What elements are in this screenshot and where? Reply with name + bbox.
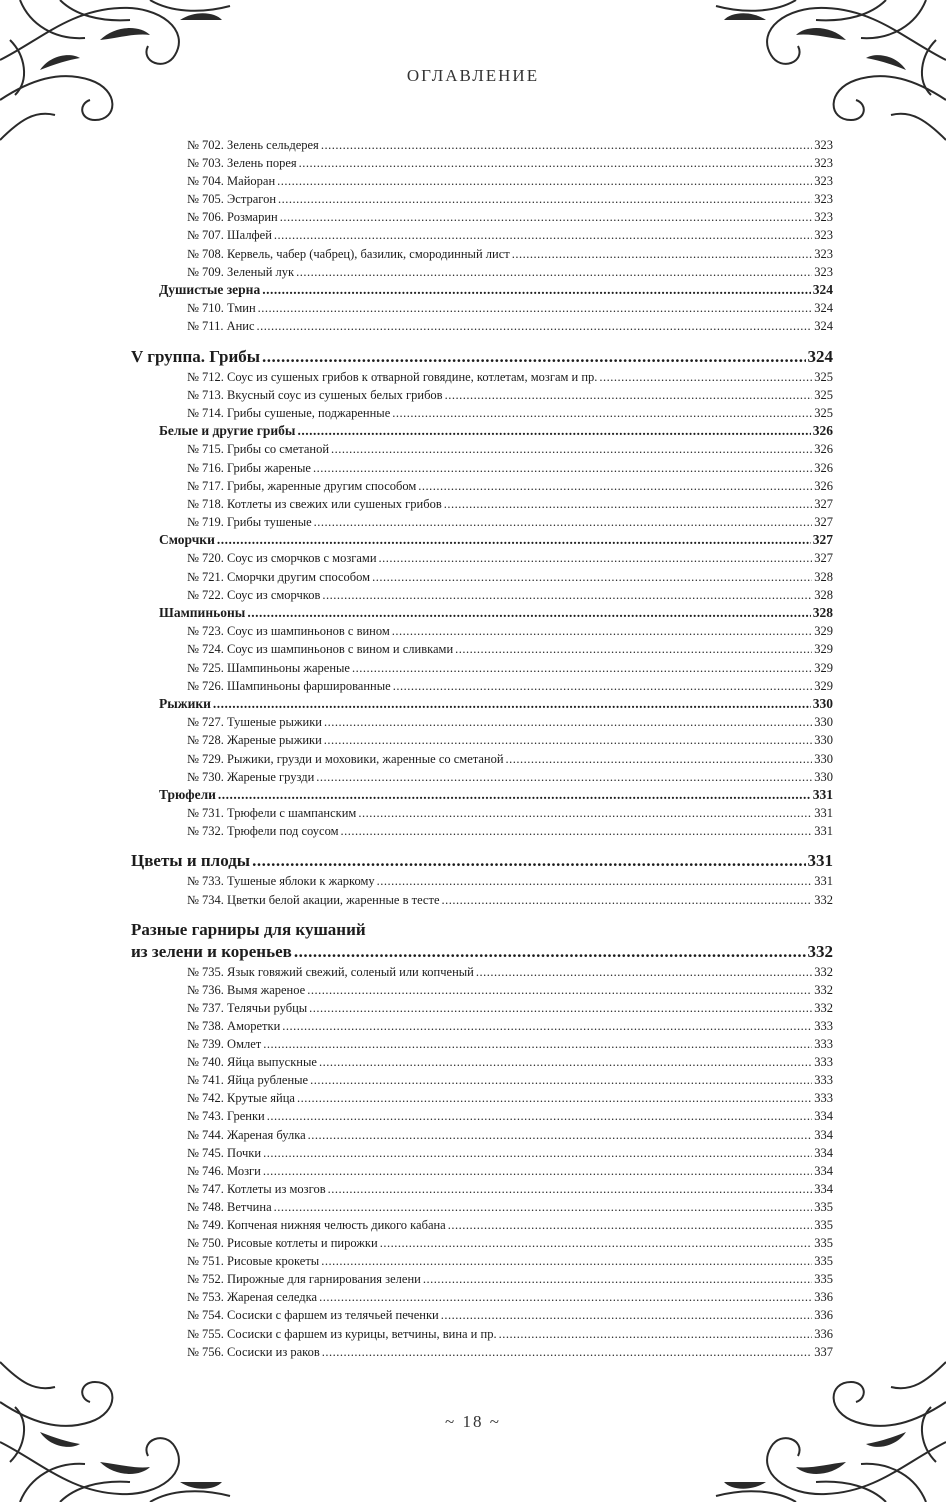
toc-entry-title: № 727. Тушеные рыжики bbox=[187, 715, 322, 730]
toc-entry-title: № 756. Сосиски из раков bbox=[187, 1344, 320, 1359]
toc-entry[interactable] bbox=[131, 586, 833, 604]
toc-page-number: 323 bbox=[814, 228, 833, 243]
dot-leader bbox=[358, 804, 812, 822]
toc-entry-title: № 730. Жареные грузди bbox=[187, 769, 315, 784]
dot-leader bbox=[392, 404, 812, 422]
toc-entry-title: Рыжики bbox=[159, 695, 211, 711]
toc-page-number: 323 bbox=[814, 210, 833, 225]
toc-page-number: 336 bbox=[814, 1290, 833, 1305]
toc-subsection[interactable] bbox=[131, 281, 833, 300]
dot-leader bbox=[263, 1144, 812, 1162]
toc-group-heading-line: Разные гарниры для кушаний bbox=[131, 919, 366, 939]
toc-page-number: 325 bbox=[814, 369, 833, 384]
dot-leader bbox=[309, 999, 812, 1017]
toc-subsection[interactable] bbox=[131, 531, 833, 550]
toc-page-number: 327 bbox=[814, 551, 833, 566]
dot-leader bbox=[380, 1234, 813, 1252]
toc-page-number: 335 bbox=[814, 1236, 833, 1251]
toc-entry-title: № 718. Котлеты из свежих или сушеных грибов bbox=[187, 496, 442, 511]
toc-entry-title: № 707. Шалфей bbox=[187, 228, 272, 243]
toc-entry-title: № 746. Мозги bbox=[187, 1163, 261, 1178]
toc-entry-title: Душистые зерна bbox=[159, 281, 261, 297]
toc-entry[interactable] bbox=[131, 477, 833, 495]
dot-leader bbox=[455, 640, 812, 658]
toc-entry-title: № 751. Рисовые крокеты bbox=[187, 1254, 320, 1269]
toc-page-number: 331 bbox=[812, 786, 833, 802]
toc-entry-title: № 719. Грибы тушеные bbox=[187, 514, 312, 529]
toc-entry[interactable] bbox=[131, 1343, 833, 1361]
toc-entry[interactable] bbox=[131, 1089, 833, 1107]
dot-leader bbox=[445, 386, 813, 404]
toc-page-number: 332 bbox=[814, 1000, 833, 1015]
dot-leader bbox=[328, 1180, 813, 1198]
toc-entry[interactable] bbox=[131, 440, 833, 458]
toc-entry-title: № 749. Копченая нижняя челюсть дикого кабана bbox=[187, 1217, 446, 1232]
toc-subsection[interactable] bbox=[131, 786, 833, 805]
toc-page-number: 329 bbox=[814, 660, 833, 675]
toc-entry-title: № 709. Зеленый лук bbox=[187, 264, 295, 279]
toc-entry[interactable] bbox=[131, 513, 833, 531]
toc-entry[interactable] bbox=[131, 659, 833, 677]
toc-page-number: 332 bbox=[807, 941, 833, 961]
toc-entry-title: № 740. Яйца выпускные bbox=[187, 1055, 317, 1070]
toc-entry-title: № 728. Жареные рыжики bbox=[187, 733, 322, 748]
toc-entry-title: Белые и другие грибы bbox=[159, 422, 296, 438]
dot-leader bbox=[310, 1071, 812, 1089]
dot-leader bbox=[319, 1288, 812, 1306]
toc-entry[interactable] bbox=[131, 368, 833, 386]
toc-entry[interactable] bbox=[131, 1144, 833, 1162]
toc-page-number: 330 bbox=[814, 715, 833, 730]
toc-page-number: 329 bbox=[814, 624, 833, 639]
section-gap bbox=[131, 840, 833, 850]
toc-entry-title: № 748. Ветчина bbox=[187, 1199, 272, 1214]
toc-page-number: 334 bbox=[814, 1109, 833, 1124]
page-number: ~ 18 ~ bbox=[445, 1412, 501, 1431]
toc-entry-title: № 738. Аморетки bbox=[187, 1018, 281, 1033]
toc-entry-title: № 745. Почки bbox=[187, 1145, 262, 1160]
toc-entry[interactable] bbox=[131, 750, 833, 768]
section-gap bbox=[131, 909, 833, 919]
toc-entry-title: Сморчки bbox=[159, 531, 215, 547]
toc-page-number: 335 bbox=[814, 1272, 833, 1287]
toc-entry-title: № 716. Грибы жареные bbox=[187, 460, 311, 475]
dot-leader bbox=[267, 1107, 813, 1125]
dot-leader bbox=[247, 604, 810, 623]
toc-subsection[interactable] bbox=[131, 604, 833, 623]
toc-entry[interactable] bbox=[131, 317, 833, 335]
dot-leader bbox=[441, 1306, 813, 1324]
toc-entry-title: № 729. Рыжики, грузди и моховики, жаренные со сметаной bbox=[187, 751, 504, 766]
toc-entry-title: № 721. Сморчки другим способом bbox=[187, 569, 371, 584]
toc-entry-title: № 754. Сосиски с фаршем из телячьей печенки bbox=[187, 1308, 439, 1323]
toc-page-number: 335 bbox=[814, 1254, 833, 1269]
dot-leader bbox=[599, 368, 812, 386]
dot-leader bbox=[319, 1053, 812, 1071]
toc-entry-title: № 703. Зелень порея bbox=[187, 156, 297, 171]
toc-subsection[interactable] bbox=[131, 695, 833, 714]
toc-entry[interactable] bbox=[131, 1162, 833, 1180]
dot-leader bbox=[274, 226, 812, 244]
toc-entry-title: № 752. Пирожные для гарнирования зелени bbox=[187, 1272, 421, 1287]
dot-leader bbox=[324, 731, 812, 749]
dot-leader bbox=[263, 1162, 812, 1180]
toc-entry[interactable] bbox=[131, 245, 833, 263]
dot-leader bbox=[217, 531, 811, 550]
toc-entry[interactable] bbox=[131, 731, 833, 749]
toc-page-number: 328 bbox=[812, 604, 833, 620]
toc-group-heading[interactable] bbox=[131, 850, 833, 872]
dot-leader bbox=[258, 299, 813, 317]
toc-entry-title: № 705. Эстрагон bbox=[187, 192, 277, 207]
dot-leader bbox=[308, 1126, 813, 1144]
toc-page-number: 335 bbox=[814, 1199, 833, 1214]
toc-entry[interactable] bbox=[131, 1198, 833, 1216]
toc-entry-title: № 706. Розмарин bbox=[187, 210, 278, 225]
toc-page-number: 327 bbox=[812, 531, 833, 547]
dot-leader bbox=[322, 586, 812, 604]
toc-page-number: 324 bbox=[814, 319, 833, 334]
dot-leader bbox=[321, 136, 812, 154]
dot-leader bbox=[257, 317, 813, 335]
toc-page-number: 323 bbox=[814, 138, 833, 152]
dot-leader bbox=[324, 713, 812, 731]
dot-leader bbox=[314, 513, 813, 531]
toc-entry-title: № 723. Соус из шампиньонов с вином bbox=[187, 624, 390, 639]
dot-leader bbox=[297, 422, 810, 441]
toc-entry-title: № 725. Шампиньоны жареные bbox=[187, 660, 350, 675]
toc-entry[interactable] bbox=[131, 981, 833, 999]
toc-page-number: 330 bbox=[812, 695, 833, 711]
toc-subsection[interactable] bbox=[131, 422, 833, 441]
toc-entry[interactable] bbox=[131, 172, 833, 190]
toc-page-number: 327 bbox=[814, 514, 833, 529]
toc-page-number: 334 bbox=[814, 1181, 833, 1196]
toc-entry-title: № 714. Грибы сушеные, поджаренные bbox=[187, 405, 391, 420]
toc-page-number: 336 bbox=[814, 1326, 833, 1341]
toc-page-number: 333 bbox=[814, 1018, 833, 1033]
toc-page-number: 333 bbox=[814, 1091, 833, 1106]
toc-entry-title: № 733. Тушеные яблоки к жаркому bbox=[187, 874, 375, 889]
toc-page-number: 331 bbox=[814, 806, 833, 821]
toc-entry[interactable] bbox=[131, 822, 833, 840]
toc-page-number: 326 bbox=[814, 478, 833, 493]
toc-entry[interactable] bbox=[131, 1107, 833, 1125]
toc-entry-title: № 704. Майоран bbox=[187, 174, 276, 189]
dot-leader bbox=[476, 963, 812, 981]
dot-leader bbox=[392, 622, 812, 640]
dot-leader bbox=[393, 677, 813, 695]
toc-page-number: 330 bbox=[814, 769, 833, 784]
toc-entry-title: № 715. Грибы со сметаной bbox=[187, 442, 330, 457]
toc-entry[interactable] bbox=[131, 568, 833, 586]
dot-leader bbox=[442, 891, 813, 909]
toc-entry-title: № 712. Соус из сушеных грибов к отварной говядине, котлетам, мозгам и пр. bbox=[187, 369, 598, 384]
toc-entry-title: Трюфели bbox=[159, 786, 216, 802]
toc-entry-title: № 750. Рисовые котлеты и пирожки bbox=[187, 1236, 378, 1251]
page-title: ОГЛАВЛЕНИЕ bbox=[406, 66, 540, 85]
dot-leader bbox=[423, 1270, 812, 1288]
toc-entry[interactable] bbox=[131, 299, 833, 317]
toc-entry[interactable] bbox=[131, 226, 833, 244]
toc-entry[interactable] bbox=[131, 386, 833, 404]
toc-page-number: 326 bbox=[812, 422, 833, 438]
dot-leader bbox=[262, 281, 811, 300]
toc-page-number: 328 bbox=[814, 587, 833, 602]
dot-leader bbox=[252, 850, 805, 872]
toc-page-number: 329 bbox=[814, 642, 833, 657]
dot-leader bbox=[294, 941, 806, 963]
toc-page-number: 325 bbox=[814, 405, 833, 420]
section-gap bbox=[131, 336, 833, 346]
toc-entry-title: № 702. Зелень сельдерея bbox=[187, 138, 319, 152]
toc-entry-title: № 708. Кервель, чабер (чабрец), базилик, смородинный лист bbox=[187, 246, 510, 261]
dot-leader bbox=[341, 822, 813, 840]
dot-leader bbox=[277, 172, 812, 190]
toc-entry-title: № 743. Гренки bbox=[187, 1109, 265, 1124]
toc-entry-title: № 735. Язык говяжий свежий, соленый или копченый bbox=[187, 964, 474, 979]
toc-entry[interactable] bbox=[131, 804, 833, 822]
toc-entry-title: № 739. Омлет bbox=[187, 1037, 262, 1052]
toc-entry[interactable] bbox=[131, 963, 833, 981]
toc-page-number: 323 bbox=[814, 264, 833, 279]
toc-page-number: 333 bbox=[814, 1073, 833, 1088]
toc-entry-title: № 731. Трюфели с шампанским bbox=[187, 806, 357, 821]
toc-page-number: 334 bbox=[814, 1163, 833, 1178]
toc-entry[interactable] bbox=[131, 1053, 833, 1071]
toc-entry[interactable] bbox=[131, 495, 833, 513]
toc-page-number: 323 bbox=[814, 156, 833, 171]
toc-entry-title: № 734. Цветки белой акации, жаренные в тесте bbox=[187, 892, 440, 907]
dot-leader bbox=[448, 1216, 813, 1234]
toc-page-number: 332 bbox=[814, 892, 833, 907]
toc-page-number: 325 bbox=[814, 387, 833, 402]
toc-entry-title: № 726. Шампиньоны фаршированные bbox=[187, 678, 391, 693]
toc-entry[interactable] bbox=[131, 891, 833, 909]
toc-page-number: 332 bbox=[814, 982, 833, 997]
dot-leader bbox=[499, 1325, 813, 1343]
toc-entry-title: № 717. Грибы, жаренные другим способом bbox=[187, 478, 417, 493]
toc-page-number: 328 bbox=[814, 569, 833, 584]
toc-entry[interactable] bbox=[131, 1288, 833, 1306]
toc-entry[interactable] bbox=[131, 1234, 833, 1252]
toc-entry[interactable] bbox=[131, 872, 833, 890]
dot-leader bbox=[321, 1252, 812, 1270]
toc-entry-title: № 732. Трюфели под соусом bbox=[187, 824, 339, 839]
toc-entry[interactable] bbox=[131, 404, 833, 422]
toc-entry-title: № 747. Котлеты из мозгов bbox=[187, 1181, 326, 1196]
dot-leader bbox=[331, 440, 812, 458]
toc-entry-title: № 713. Вкусный соус из сушеных белых грибов bbox=[187, 387, 443, 402]
dot-leader bbox=[313, 459, 812, 477]
toc-entry-title: № 755. Сосиски с фаршем из курицы, ветчины, вина и пр. bbox=[187, 1326, 497, 1341]
dot-leader bbox=[372, 568, 812, 586]
dot-leader bbox=[274, 1198, 813, 1216]
toc-entry[interactable] bbox=[131, 1252, 833, 1270]
dot-leader bbox=[512, 245, 813, 263]
toc-entry[interactable] bbox=[131, 1071, 833, 1089]
toc-page-number: 330 bbox=[814, 751, 833, 766]
toc-entry[interactable] bbox=[131, 1306, 833, 1324]
dot-leader bbox=[278, 190, 812, 208]
toc-entry-title: № 711. Анис bbox=[187, 319, 255, 334]
toc-page-number: 332 bbox=[814, 964, 833, 979]
toc-page-number: 337 bbox=[814, 1344, 833, 1359]
dot-leader bbox=[322, 1343, 812, 1361]
toc-entry[interactable] bbox=[131, 768, 833, 786]
dot-leader bbox=[352, 659, 812, 677]
toc-entry[interactable] bbox=[131, 263, 833, 281]
toc-entry[interactable] bbox=[131, 1180, 833, 1198]
toc-page-number: 333 bbox=[814, 1055, 833, 1070]
dot-leader bbox=[316, 768, 812, 786]
toc-entry-title: № 753. Жареная селедка bbox=[187, 1290, 318, 1305]
toc-entry-title: № 736. Вымя жареное bbox=[187, 982, 306, 997]
toc-page-number: 323 bbox=[814, 246, 833, 261]
toc-entry[interactable] bbox=[131, 459, 833, 477]
toc-page-number: 331 bbox=[807, 851, 833, 871]
toc-entry[interactable] bbox=[131, 1017, 833, 1035]
dot-leader bbox=[263, 1035, 812, 1053]
toc-entry[interactable] bbox=[131, 1216, 833, 1234]
toc-entry[interactable] bbox=[131, 154, 833, 172]
dot-leader bbox=[444, 495, 813, 513]
toc-page-number: 327 bbox=[814, 496, 833, 511]
toc-entry[interactable] bbox=[131, 640, 833, 658]
toc-page-number: 324 bbox=[814, 301, 833, 316]
dot-leader bbox=[506, 750, 813, 768]
toc-entry[interactable] bbox=[131, 677, 833, 695]
toc-page-number: 330 bbox=[814, 733, 833, 748]
toc-page-number: 326 bbox=[814, 460, 833, 475]
toc-entry-title: № 737. Телячьи рубцы bbox=[187, 1000, 308, 1015]
toc-page-number: 331 bbox=[814, 824, 833, 839]
toc-page-number: 336 bbox=[814, 1308, 833, 1323]
toc-entry[interactable] bbox=[131, 1325, 833, 1343]
dot-leader bbox=[280, 208, 813, 226]
dot-leader bbox=[218, 786, 811, 805]
toc-page-number: 326 bbox=[814, 442, 833, 457]
toc-entry-title: № 722. Соус из сморчков bbox=[187, 587, 321, 602]
toc-entry-title: № 742. Крутые яйца bbox=[187, 1091, 295, 1106]
toc-page-number: 324 bbox=[812, 281, 833, 297]
toc-page-number: 334 bbox=[814, 1127, 833, 1142]
toc-page-number: 323 bbox=[814, 192, 833, 207]
toc-page-number: 331 bbox=[814, 874, 833, 889]
toc-entry-title: № 741. Яйца рубленые bbox=[187, 1073, 309, 1088]
toc-entry[interactable] bbox=[131, 622, 833, 640]
toc-entry[interactable] bbox=[131, 549, 833, 567]
toc-entry[interactable] bbox=[131, 1270, 833, 1288]
dot-leader bbox=[379, 549, 813, 567]
toc-page-number: 329 bbox=[814, 678, 833, 693]
dot-leader bbox=[297, 1089, 812, 1107]
dot-leader bbox=[307, 981, 812, 999]
toc-entry[interactable] bbox=[131, 1035, 833, 1053]
toc-entry[interactable] bbox=[131, 1126, 833, 1144]
toc-entry-title: Шампиньоны bbox=[159, 604, 246, 620]
toc-page-number: 324 bbox=[807, 346, 833, 366]
toc-group-heading[interactable] bbox=[131, 941, 833, 963]
toc-page-number: 335 bbox=[814, 1217, 833, 1232]
toc-entry-title: № 724. Соус из шампиньонов с вином и сливками bbox=[187, 642, 454, 657]
dot-leader bbox=[418, 477, 812, 495]
toc-page-number: 323 bbox=[814, 174, 833, 189]
toc-entry-title: № 744. Жареная булка bbox=[187, 1127, 306, 1142]
toc-entry-title: № 720. Соус из сморчков с мозгами bbox=[187, 551, 377, 566]
toc-entry[interactable] bbox=[131, 190, 833, 208]
dot-leader bbox=[296, 263, 812, 281]
toc-entry[interactable] bbox=[131, 136, 833, 154]
dot-leader bbox=[282, 1017, 812, 1035]
toc-entry[interactable] bbox=[131, 713, 833, 731]
dot-leader bbox=[377, 872, 813, 890]
toc-group-heading[interactable] bbox=[131, 346, 833, 368]
toc-entry[interactable] bbox=[131, 999, 833, 1017]
toc-entry-title: из зелени и кореньев bbox=[131, 941, 292, 961]
toc-entry-title: № 710. Тмин bbox=[187, 301, 256, 316]
dot-leader bbox=[262, 346, 805, 368]
dot-leader bbox=[213, 695, 811, 714]
toc-entry[interactable] bbox=[131, 208, 833, 226]
toc-page-number: 333 bbox=[814, 1037, 833, 1052]
toc-page-number: 334 bbox=[814, 1145, 833, 1160]
toc-entry-title: V группа. Грибы bbox=[131, 346, 261, 366]
table-of-contents bbox=[131, 136, 833, 1361]
dot-leader bbox=[299, 154, 813, 172]
toc-entry-title: Цветы и плоды bbox=[131, 851, 251, 871]
